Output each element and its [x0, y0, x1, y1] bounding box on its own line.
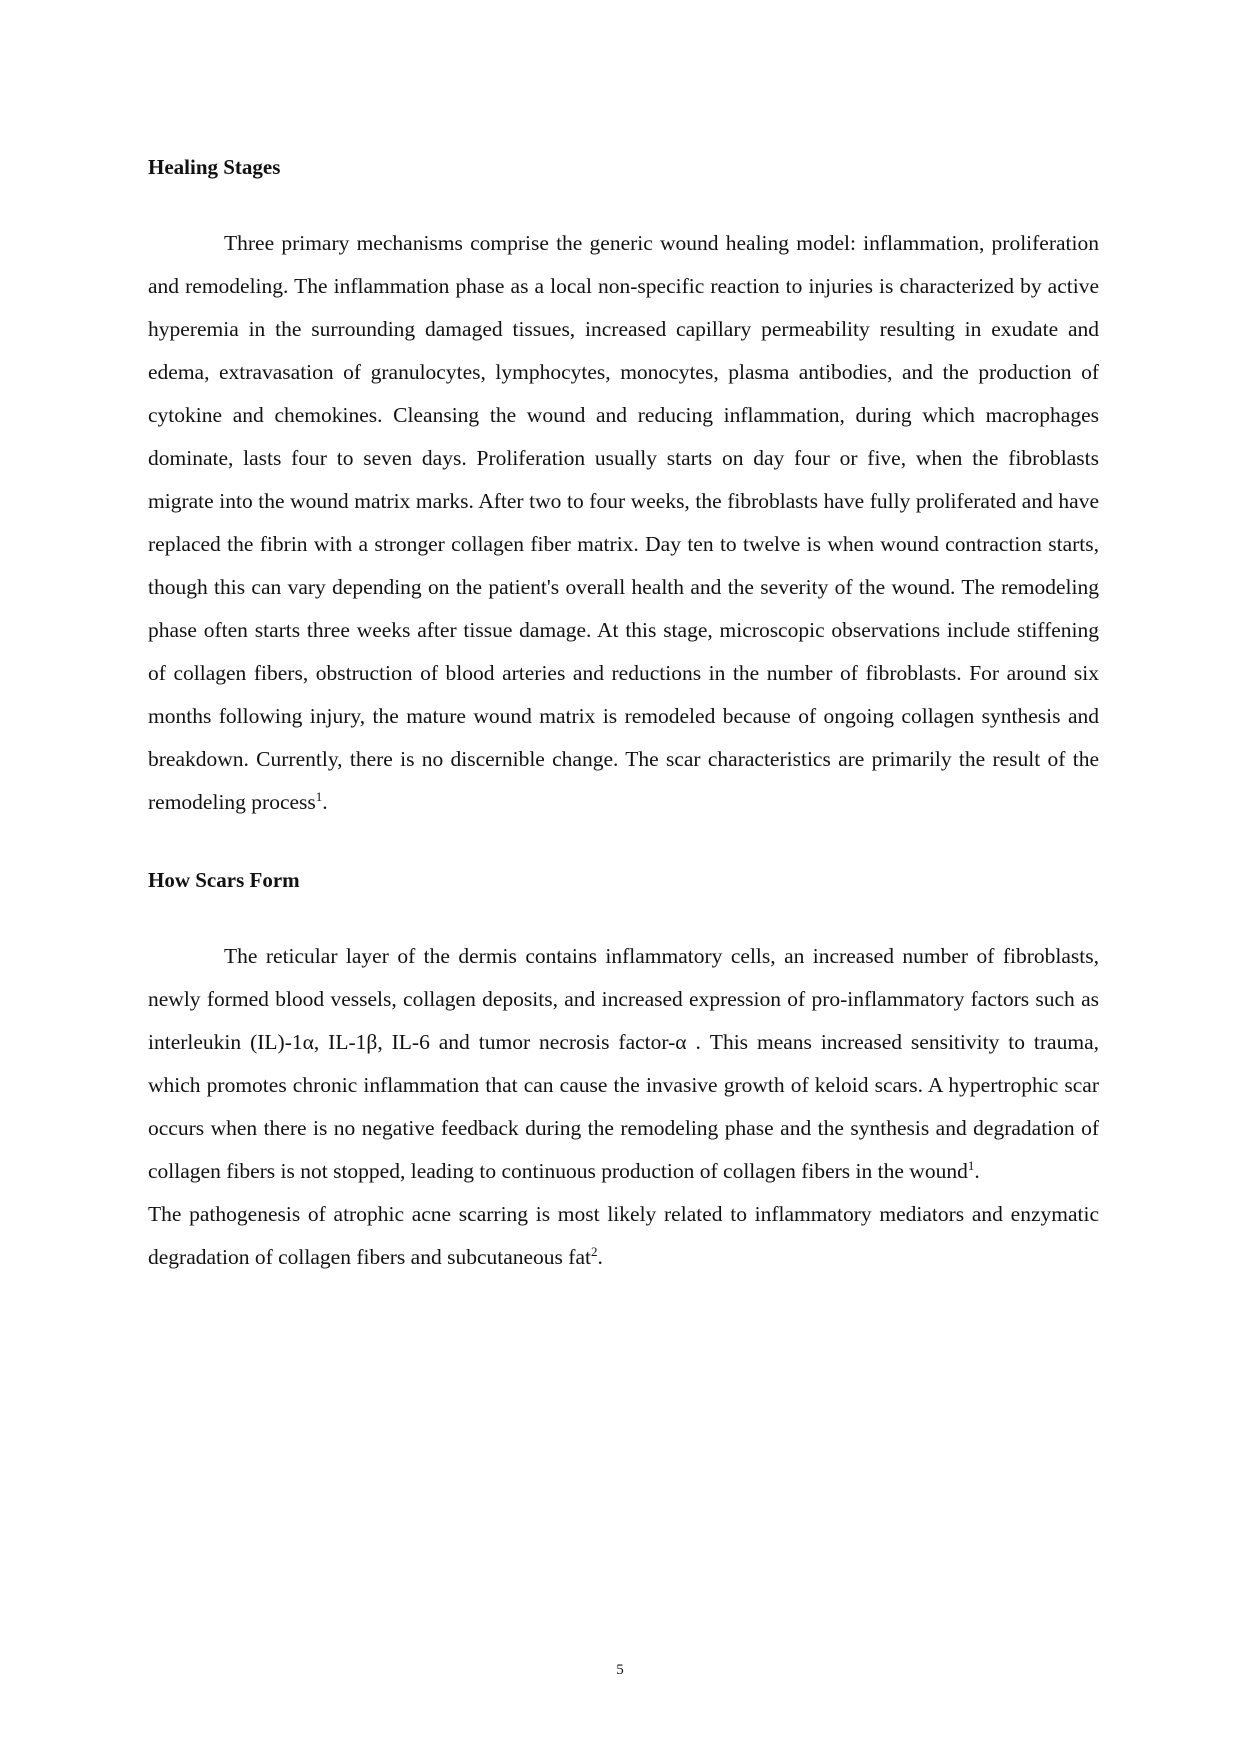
- citation-superscript: 1: [967, 1157, 975, 1173]
- paragraph-text: The pathogenesis of atrophic acne scarring is most likely related to inflammatory mediators and enzymatic degradation of collagen fibers and subcutaneous fat: [148, 1202, 1099, 1269]
- paragraph-healing-stages: [148, 222, 1099, 824]
- page-number: 5: [616, 1662, 624, 1678]
- paragraph-atrophic-scarring: [148, 1193, 1099, 1279]
- paragraph-how-scars-form: [148, 935, 1099, 1193]
- page-content: [148, 146, 1099, 1279]
- paragraph-end: .: [322, 790, 328, 814]
- citation-superscript: 1: [315, 788, 323, 804]
- paragraph-end: .: [974, 1159, 980, 1183]
- heading-how-scars-form: How Scars Form: [148, 868, 300, 892]
- paragraph-text: Three primary mechanisms comprise the generic wound healing model: inflammation, proliferation and remodeling. The inflammation phase as a local non-specific reaction to injuries is characterized by active hyperemia in the surrounding damaged tissues, increased capillary permeability resulting in exudate and edema, extravasation of granulocytes, lymphocytes, monocytes, plasma antibodies, and the production of cytokine and chemokines. Cleansing the wound and reducing inflammation, during which macrophages dominate, lasts four to seven days. Proliferation usually starts on day four or five, when the fibroblasts migrate into the wound matrix marks. After two to four weeks, the fibroblasts have fully proliferated and have replaced the fibrin with a stronger collagen fiber matrix. Day ten to twelve is when wound contraction starts, though this can vary depending on the patient's overall health and the severity of the wound. The remodeling phase often starts three weeks after tissue damage. At this stage, microscopic observations include stiffening of collagen fibers, obstruction of blood arteries and reductions in the number of fibroblasts. For around six months following injury, the mature wound matrix is remodeled because of ongoing collagen synthesis and breakdown. Currently, there is no discernible change. The scar characteristics are primarily the result of the remodeling process: [148, 231, 1099, 814]
- paragraph-end: .: [597, 1245, 603, 1269]
- heading-healing-stages: Healing Stages: [148, 155, 281, 179]
- citation-superscript: 2: [590, 1243, 598, 1259]
- paragraph-text: The reticular layer of the dermis contains inflammatory cells, an increased number of fibroblasts, newly formed blood vessels, collagen deposits, and increased expression of pro-inflammatory factors such as interleukin (IL)-1α, IL-1β, IL-6 and tumor necrosis factor-α . This means increased sensitivity to trauma, which promotes chronic inflammation that can cause the invasive growth of keloid scars. A hypertrophic scar occurs when there is no negative feedback during the remodeling phase and the synthesis and degradation of collagen fibers is not stopped, leading to continuous production of collagen fibers in the wound: [148, 944, 1099, 1183]
